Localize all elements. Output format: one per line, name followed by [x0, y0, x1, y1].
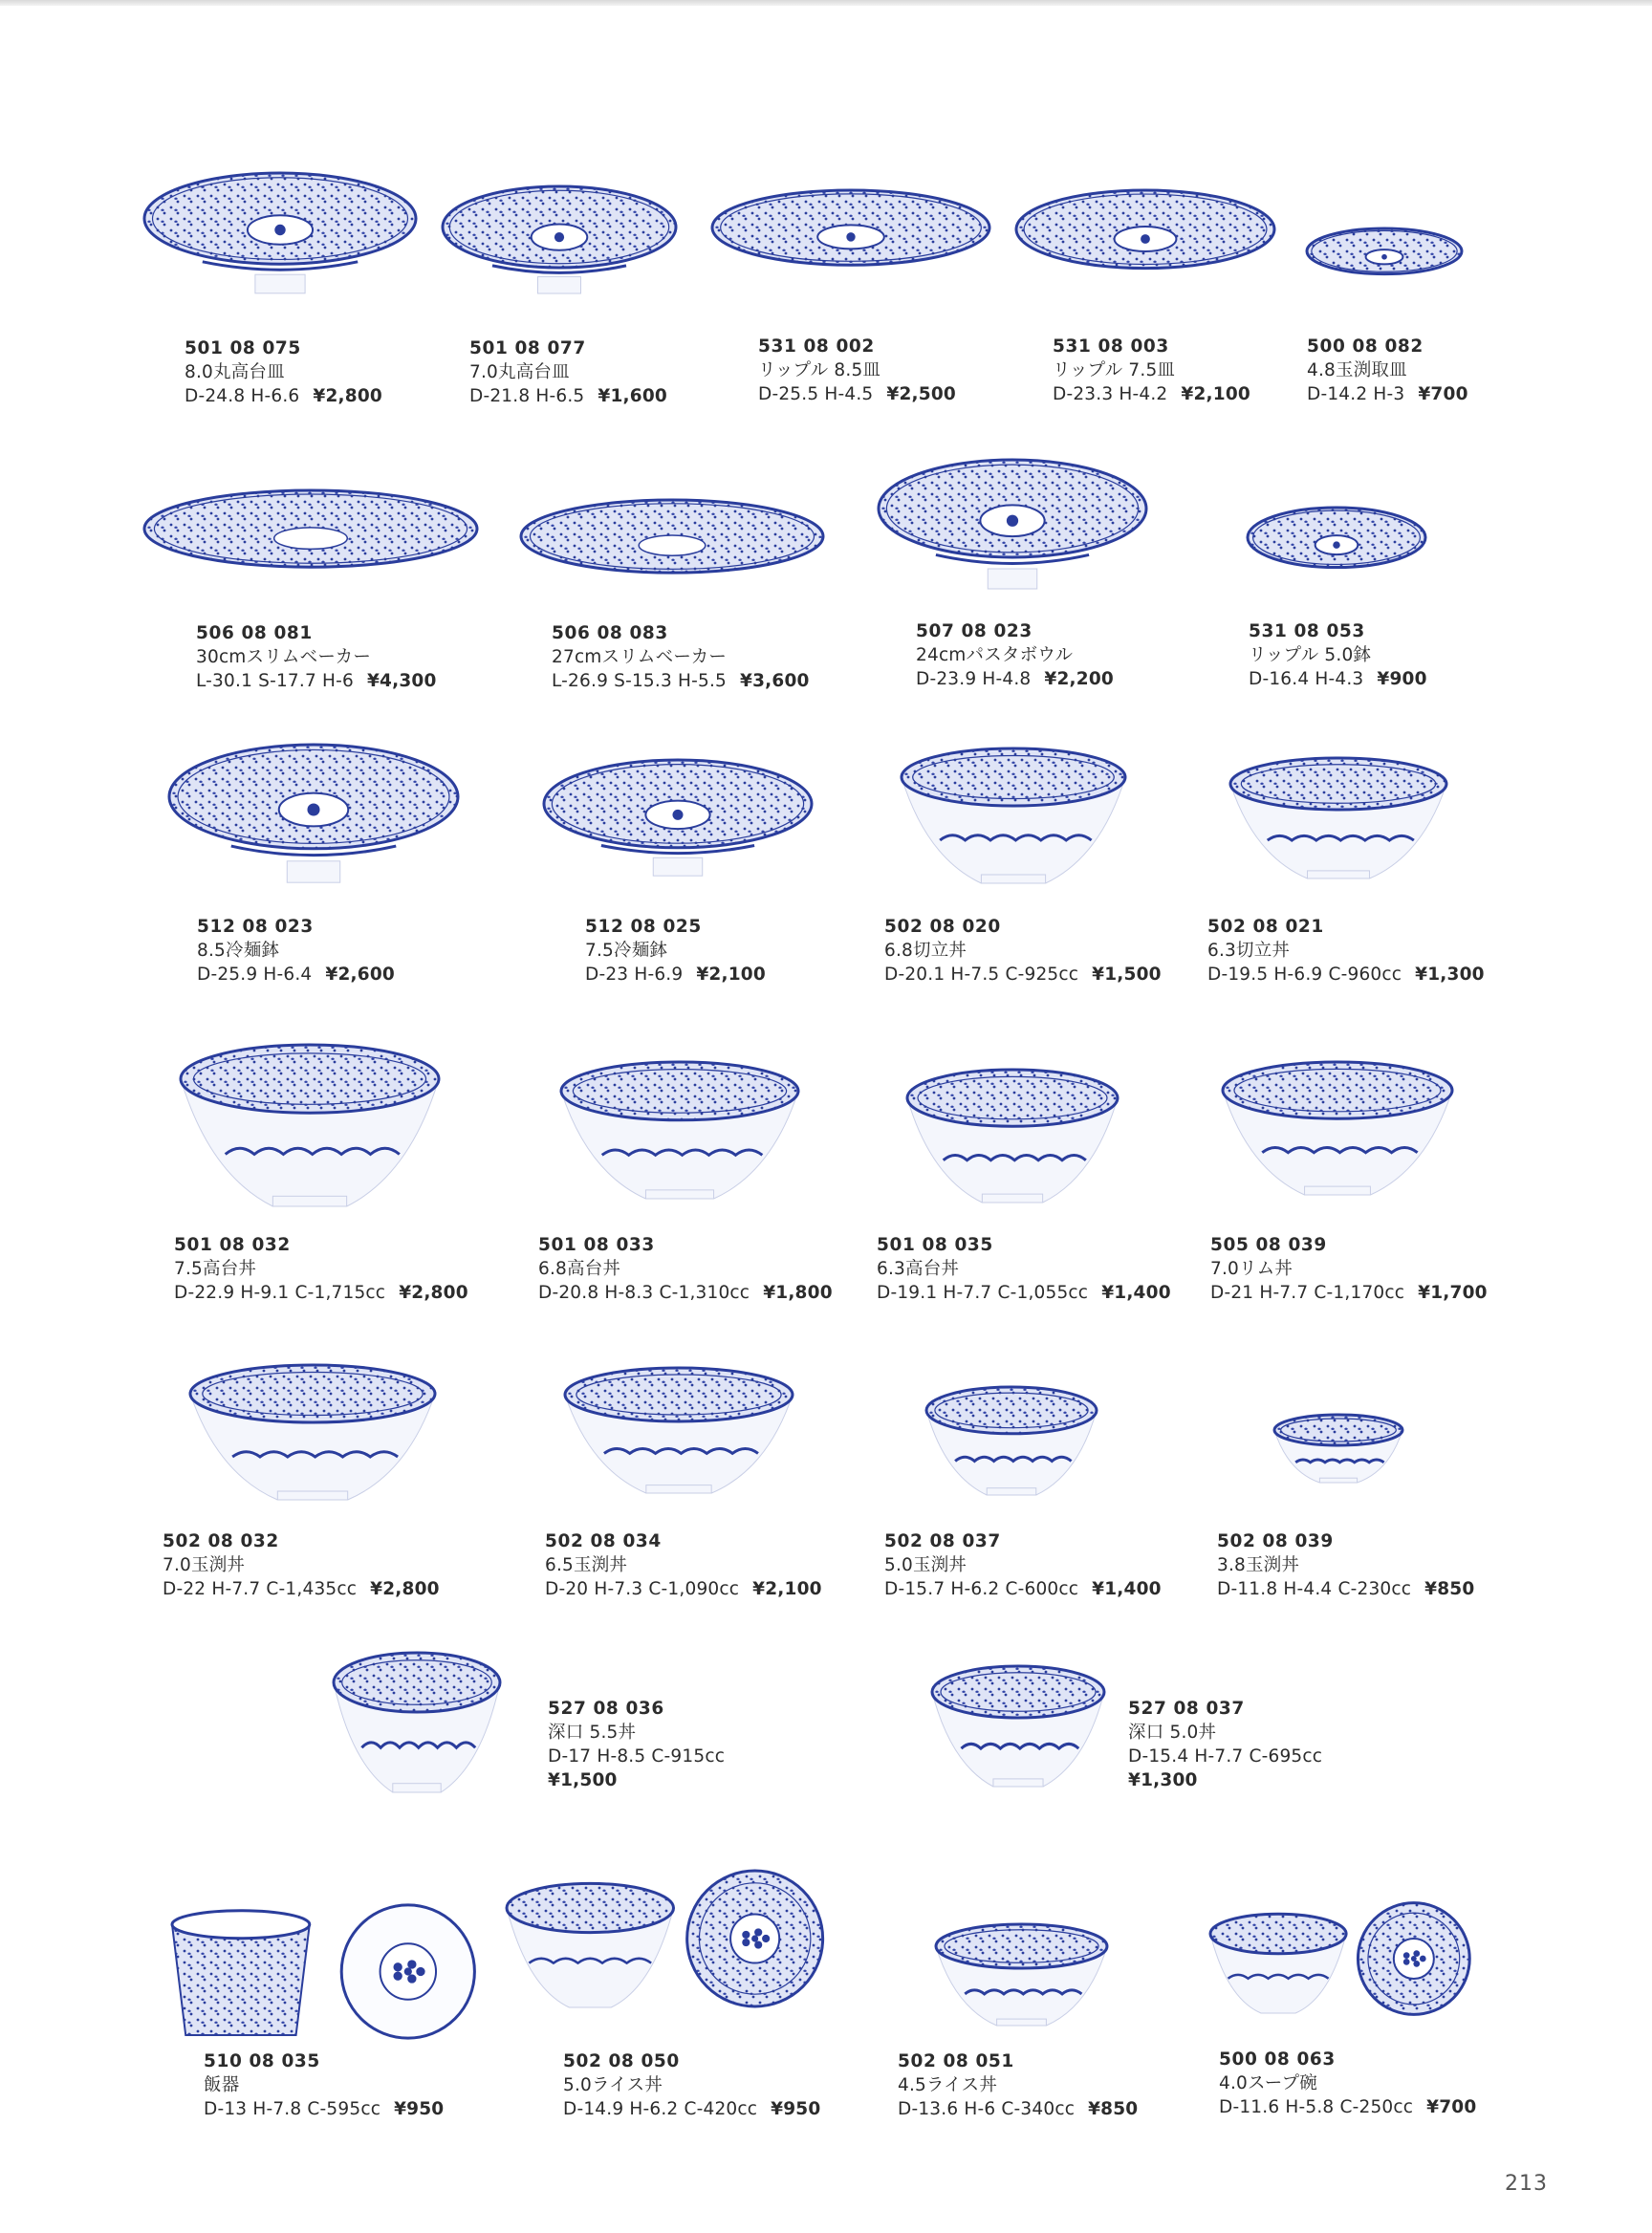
product-name: 4.5ライス丼 — [898, 2075, 998, 2095]
product-price: ¥1,300 — [1128, 1770, 1198, 1790]
product-caption — [758, 335, 956, 406]
product-price: ¥2,600 — [325, 965, 395, 985]
product-price: ¥1,300 — [1415, 965, 1485, 985]
product-dimensions: D-24.8 H-6.6 — [185, 386, 300, 406]
product-name: 6.8高台丼 — [538, 1259, 621, 1279]
product-price: ¥700 — [1418, 384, 1468, 404]
page-number: 213 — [1505, 2172, 1548, 2196]
product-price: ¥3,600 — [740, 671, 810, 691]
product-dimensions: D-21 H-7.7 C-1,170cc — [1210, 1283, 1405, 1303]
product-name: 4.0スープ碗 — [1219, 2073, 1317, 2093]
product-price: ¥2,100 — [1181, 384, 1250, 404]
product-name: 8.5冷麺鉢 — [197, 941, 280, 961]
product-caption — [163, 1529, 440, 1601]
product-dimensions: D-19.1 H-7.7 C-1,055cc — [877, 1283, 1089, 1303]
footed-plate-icon — [141, 170, 419, 304]
product-dimensions: L-26.9 S-15.3 H-5.5 — [552, 671, 728, 691]
plate-icon — [1013, 187, 1277, 302]
product-price: ¥850 — [1424, 1579, 1475, 1599]
product-dimensions: D-23.3 H-4.2 — [1053, 384, 1168, 404]
product-price: ¥2,200 — [1044, 669, 1114, 689]
deep-donburi-icon — [929, 1663, 1107, 1792]
product-price: ¥2,500 — [886, 384, 956, 404]
rice-bowl-icon — [168, 1902, 484, 2041]
mini-bowl-icon — [1272, 1412, 1405, 1488]
product-code: 502 08 051 — [898, 2051, 1014, 2071]
product-code: 501 08 033 — [538, 1235, 655, 1255]
product-price: ¥2,800 — [399, 1283, 468, 1303]
product-caption — [1207, 915, 1485, 986]
product-price: ¥1,700 — [1418, 1283, 1488, 1303]
product-name: 7.5冷麺鉢 — [585, 941, 668, 961]
product-caption — [548, 1697, 725, 1792]
product-dimensions: D-17 H-8.5 C-915cc — [548, 1746, 726, 1767]
product-name: 7.0丸高台皿 — [469, 362, 570, 382]
product-dimensions: D-20.8 H-8.3 C-1,310cc — [538, 1283, 750, 1303]
product-code: 512 08 023 — [197, 917, 314, 937]
product-caption — [1210, 1233, 1488, 1305]
rim-donburi-icon — [1220, 1059, 1455, 1201]
product-caption — [916, 619, 1114, 691]
product-code: 502 08 032 — [163, 1531, 279, 1551]
product-code: 505 08 039 — [1210, 1235, 1327, 1255]
product-caption — [563, 2049, 820, 2121]
product-dimensions: D-20.1 H-7.5 C-925cc — [884, 965, 1079, 985]
oval-baker-icon — [518, 497, 826, 604]
product-code: 531 08 002 — [758, 336, 875, 357]
product-caption — [1219, 2048, 1476, 2119]
footed-donburi-icon — [904, 1067, 1120, 1208]
product-name: 5.0玉渕丼 — [884, 1555, 967, 1575]
product-code: 502 08 050 — [563, 2051, 680, 2071]
product-caption — [552, 621, 810, 693]
product-code: 507 08 023 — [916, 621, 1032, 641]
noodle-bowl-icon — [541, 757, 815, 886]
product-dimensions: D-11.8 H-4.4 C-230cc — [1217, 1579, 1412, 1599]
product-dimensions: D-23 H-6.9 — [585, 965, 684, 985]
small-plate-icon — [1304, 226, 1465, 293]
product-caption — [1307, 335, 1468, 406]
product-code: 500 08 063 — [1219, 2049, 1336, 2070]
product-dimensions: D-22.9 H-9.1 C-1,715cc — [174, 1283, 386, 1303]
product-code: 531 08 053 — [1249, 621, 1365, 641]
product-caption — [204, 2049, 444, 2121]
product-dimensions: D-21.8 H-6.5 — [469, 386, 585, 406]
product-price: ¥1,400 — [1101, 1283, 1171, 1303]
product-code: 512 08 025 — [585, 917, 702, 937]
product-name: 5.0ライス丼 — [563, 2075, 663, 2095]
product-name: 7.0リム丼 — [1210, 1259, 1293, 1279]
top-rule — [0, 0, 1652, 6]
product-dimensions: D-19.5 H-6.9 C-960cc — [1207, 965, 1402, 985]
product-caption — [185, 336, 382, 408]
donburi-icon — [899, 746, 1128, 889]
product-code: 502 08 034 — [545, 1531, 662, 1551]
product-caption — [1217, 1529, 1474, 1601]
product-price: ¥1,500 — [548, 1770, 618, 1790]
product-name: 8.0丸高台皿 — [185, 362, 285, 382]
product-dimensions: D-15.7 H-6.2 C-600cc — [884, 1579, 1079, 1599]
product-code: 510 08 035 — [204, 2051, 320, 2071]
product-price: ¥1,400 — [1092, 1579, 1162, 1599]
small-bowl-icon — [1245, 505, 1428, 593]
product-price: ¥2,800 — [370, 1579, 440, 1599]
product-name: 6.5玉渕丼 — [545, 1555, 628, 1575]
product-caption — [174, 1233, 468, 1305]
oval-baker-icon — [141, 488, 480, 600]
product-code: 506 08 083 — [552, 623, 668, 643]
product-code: 501 08 075 — [185, 338, 301, 358]
product-caption — [884, 915, 1162, 986]
product-dimensions: L-30.1 S-17.7 H-6 — [196, 671, 354, 691]
product-price: ¥1,500 — [1092, 965, 1162, 985]
product-dimensions: D-22 H-7.7 C-1,435cc — [163, 1579, 358, 1599]
rice-donburi-icon — [503, 1862, 826, 2015]
product-caption — [884, 1529, 1162, 1601]
product-dimensions: D-25.5 H-4.5 — [758, 384, 874, 404]
product-price: ¥2,100 — [696, 965, 766, 985]
product-name: 30cmスリムベーカー — [196, 647, 372, 667]
product-code: 506 08 081 — [196, 623, 313, 643]
product-code: 501 08 035 — [877, 1235, 993, 1255]
noodle-bowl-icon — [166, 742, 461, 895]
product-code: 501 08 077 — [469, 338, 586, 358]
product-dimensions: D-13.6 H-6 C-340cc — [898, 2099, 1076, 2119]
product-code: 502 08 021 — [1207, 917, 1324, 937]
product-caption — [469, 336, 667, 408]
product-code: 502 08 037 — [884, 1531, 1001, 1551]
product-name: 7.5高台丼 — [174, 1259, 257, 1279]
product-dimensions: D-15.4 H-7.7 C-695cc — [1128, 1746, 1323, 1767]
donburi-icon — [1228, 755, 1449, 884]
product-name: 7.0玉渕丼 — [163, 1555, 246, 1575]
product-name: 4.8玉渕取皿 — [1307, 360, 1407, 380]
product-name: リップル 8.5皿 — [758, 360, 881, 380]
product-caption — [1053, 335, 1250, 406]
footed-donburi-icon — [558, 1059, 801, 1204]
product-name: 深口 5.0丼 — [1128, 1723, 1217, 1743]
product-code: 527 08 036 — [548, 1699, 664, 1719]
rice-donburi-icon — [933, 1921, 1110, 2031]
product-price: ¥1,800 — [763, 1283, 833, 1303]
soup-bowl-icon — [1206, 1897, 1472, 2021]
product-code: 501 08 032 — [174, 1235, 291, 1255]
product-price: ¥950 — [771, 2099, 821, 2119]
product-caption — [538, 1233, 833, 1305]
product-dimensions: D-23.9 H-4.8 — [916, 669, 1032, 689]
product-code: 502 08 039 — [1217, 1531, 1334, 1551]
product-price: ¥2,100 — [752, 1579, 822, 1599]
product-name: 24cmパスタボウル — [916, 645, 1074, 665]
footed-plate-icon — [440, 184, 679, 303]
product-price: ¥2,800 — [313, 386, 382, 406]
product-dimensions: D-20 H-7.3 C-1,090cc — [545, 1579, 740, 1599]
pasta-bowl-icon — [876, 457, 1149, 600]
product-price: ¥4,300 — [366, 671, 437, 691]
product-caption — [197, 915, 395, 986]
product-name: リップル 7.5皿 — [1053, 360, 1176, 380]
product-name: 飯器 — [204, 2075, 240, 2095]
product-name: 深口 5.5丼 — [548, 1723, 637, 1743]
product-name: 3.8玉渕丼 — [1217, 1555, 1300, 1575]
product-name: 27cmスリムベーカー — [552, 647, 728, 667]
product-dimensions: D-14.2 H-3 — [1307, 384, 1405, 404]
product-name: リップル 5.0鉢 — [1249, 645, 1372, 665]
product-code: 531 08 003 — [1053, 336, 1169, 357]
product-caption — [196, 621, 437, 693]
deep-donburi-icon — [331, 1650, 503, 1798]
product-caption — [1128, 1697, 1322, 1792]
product-caption — [898, 2049, 1138, 2121]
product-name: 6.8切立丼 — [884, 941, 967, 961]
product-caption — [877, 1233, 1171, 1305]
product-price: ¥700 — [1426, 2097, 1477, 2117]
product-code: 502 08 020 — [884, 917, 1001, 937]
donburi-icon — [187, 1362, 438, 1506]
product-code: 500 08 082 — [1307, 336, 1424, 357]
product-code: 527 08 037 — [1128, 1699, 1245, 1719]
product-dimensions: D-14.9 H-6.2 C-420cc — [563, 2099, 758, 2119]
donburi-icon — [924, 1384, 1099, 1501]
product-name: 6.3高台丼 — [877, 1259, 960, 1279]
footed-donburi-icon — [178, 1042, 442, 1212]
product-caption — [545, 1529, 822, 1601]
plate-icon — [709, 187, 992, 297]
product-caption — [585, 915, 766, 986]
product-price: ¥1,600 — [598, 386, 667, 406]
product-dimensions: D-11.6 H-5.8 C-250cc — [1219, 2097, 1414, 2117]
product-name: 6.3切立丼 — [1207, 941, 1291, 961]
product-price: ¥850 — [1088, 2099, 1139, 2119]
product-dimensions: D-25.9 H-6.4 — [197, 965, 313, 985]
product-dimensions: D-13 H-7.8 C-595cc — [204, 2099, 381, 2119]
product-price: ¥900 — [1377, 669, 1427, 689]
product-dimensions: D-16.4 H-4.3 — [1249, 669, 1364, 689]
product-caption — [1249, 619, 1427, 691]
product-price: ¥950 — [394, 2099, 445, 2119]
donburi-icon — [562, 1365, 795, 1499]
